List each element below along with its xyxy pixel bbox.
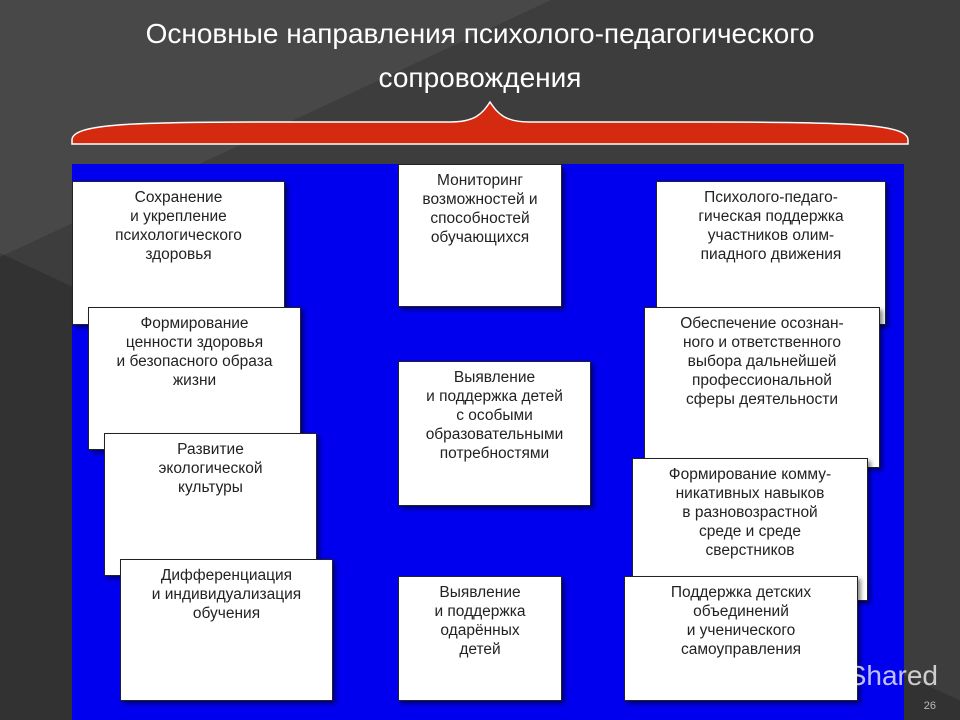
box-differentiation: Дифференциация и индивидуализация обучения [120, 559, 333, 701]
box-values: Формирование ценности здоровья и безопасного образа жизни [88, 307, 301, 450]
page-number: 26 [923, 700, 936, 712]
box-career: Обеспечение осознан- ного и ответственного выбора дальнейшей профессиональной сферы деятельности [644, 307, 880, 468]
box-ecology: Развитие экологической культуры [104, 433, 317, 576]
watermark [812, 660, 938, 692]
box-olympiad: Психолого-педаго- гическая поддержка участников олим- пиадного движения [656, 181, 886, 325]
watermark-text: Shared [847, 660, 938, 691]
presentation-icon [812, 661, 842, 691]
box-communication: Формирование комму- никативных навыков в разновозрастной среде и среде сверстников [632, 458, 868, 601]
box-special-needs: Выявление и поддержка детей с особыми образовательными потребностями [398, 361, 591, 506]
curly-brace-shape [70, 100, 910, 146]
box-health: Сохранение и укрепление психологического здоровья [72, 181, 285, 325]
box-monitoring: Мониторинг возможностей и способностей обучающихся [398, 164, 562, 307]
box-gifted: Выявление и поддержка одарённых детей [398, 576, 562, 701]
slide-title: Основные направления психолого-педагогического сопровождения [145, 18, 815, 93]
box-self-government: Поддержка детских объединений и ученического самоуправления [624, 576, 858, 701]
